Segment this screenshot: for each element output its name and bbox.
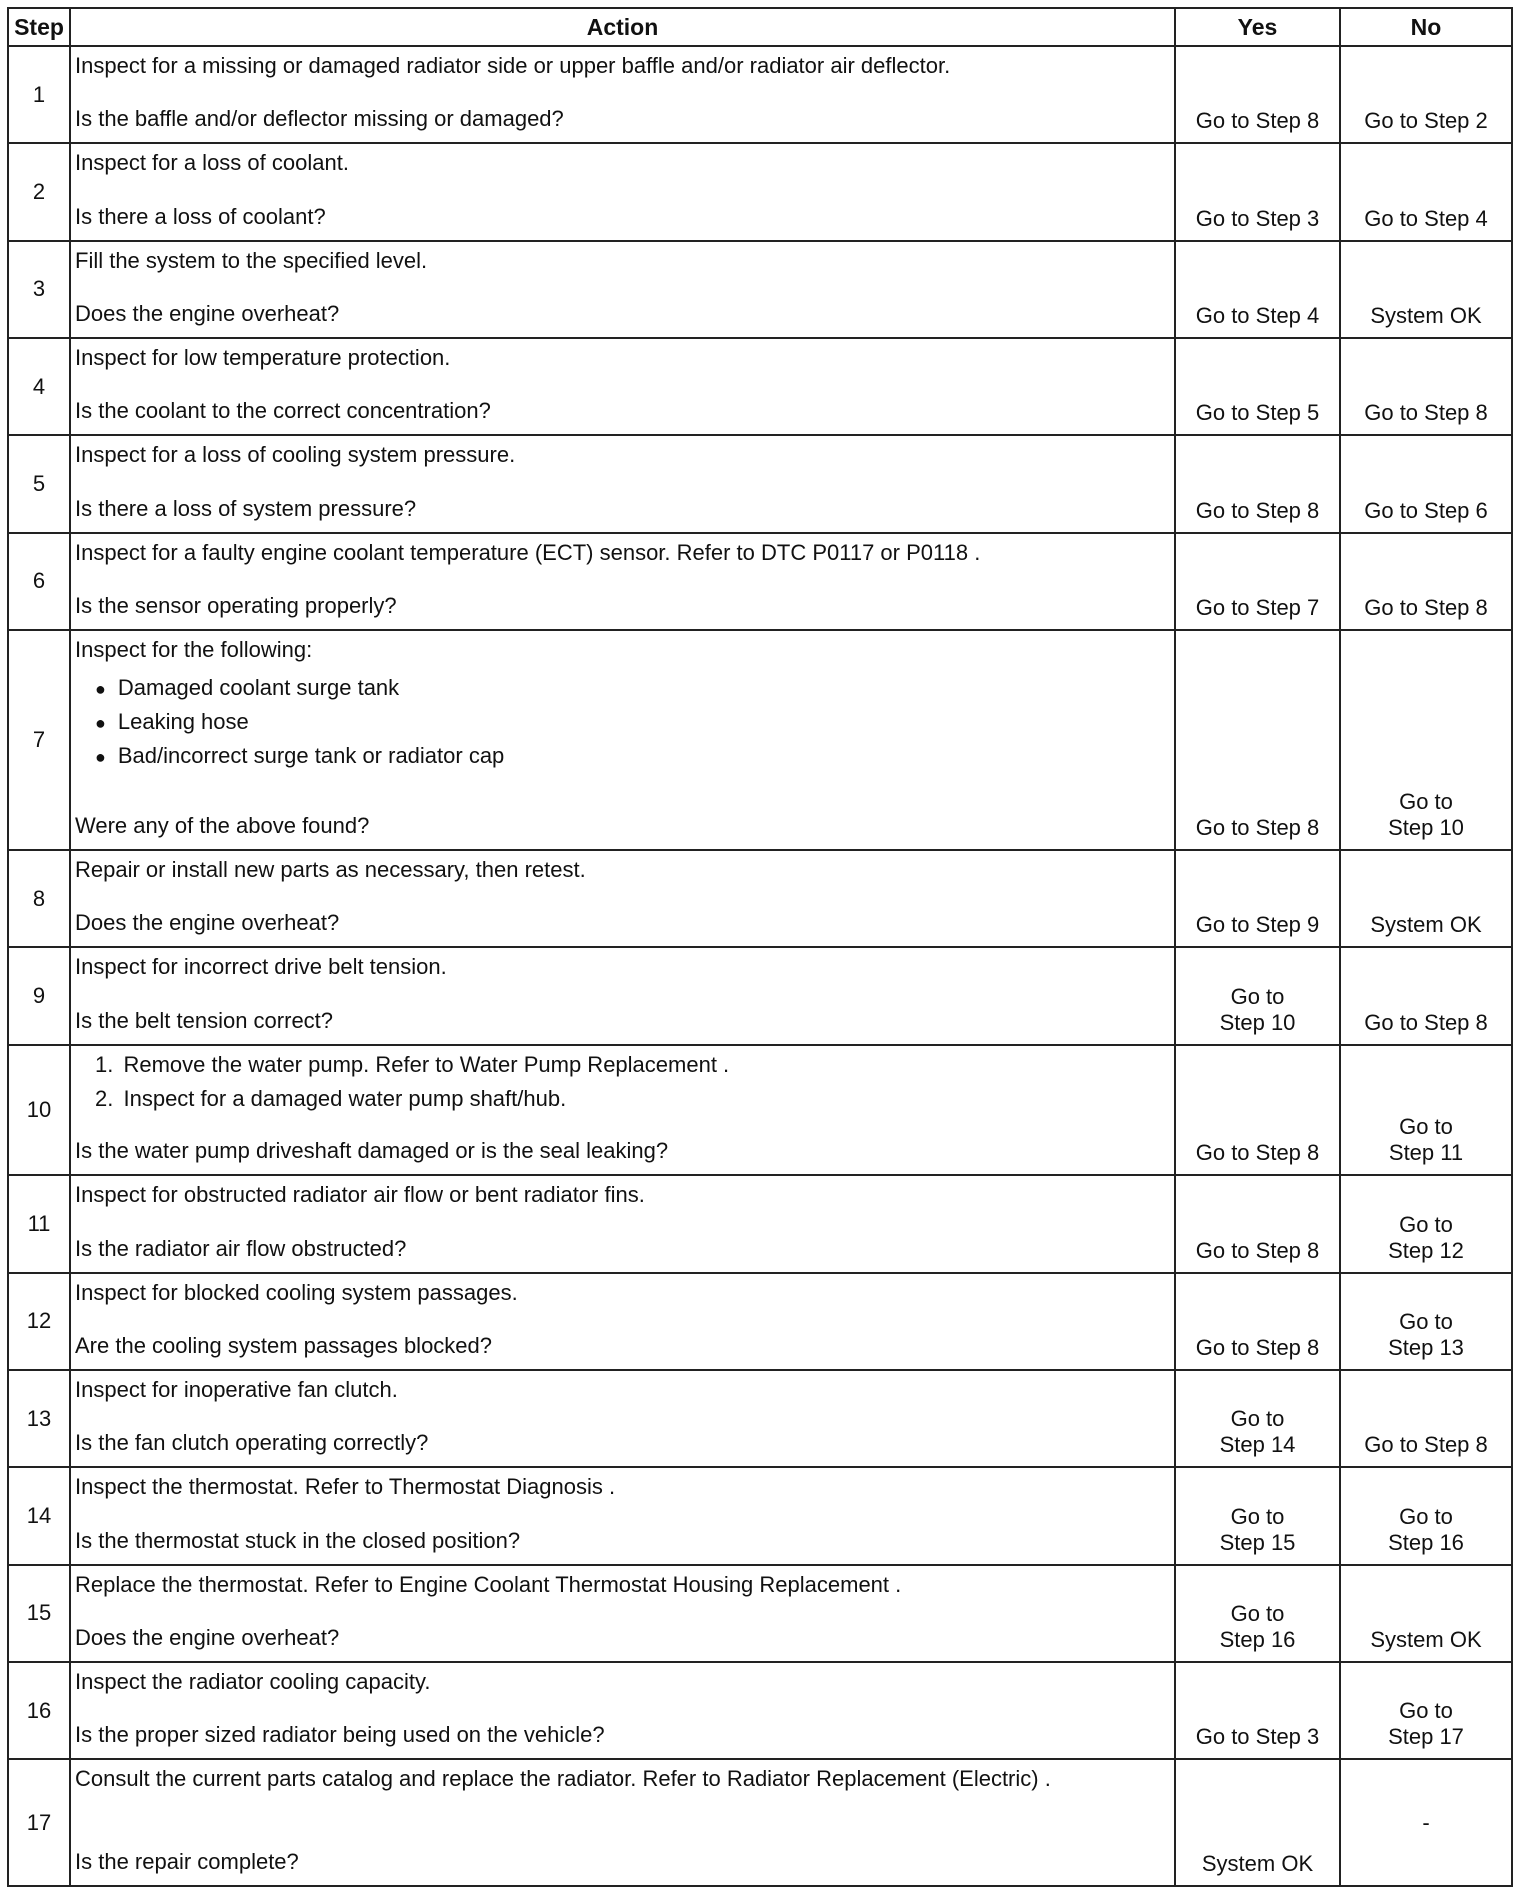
yes-result: Go to Step 7 bbox=[1195, 595, 1320, 621]
instruction: Inspect for a loss of cooling system pressure. bbox=[75, 442, 516, 468]
action-cell bbox=[70, 850, 1175, 947]
no-result: Go to Step 11 bbox=[1388, 1114, 1464, 1166]
action-cell bbox=[70, 1175, 1175, 1272]
header-no: No bbox=[1340, 8, 1512, 46]
step-number: 17 bbox=[8, 1759, 70, 1886]
action-cell bbox=[70, 1759, 1175, 1886]
table-row bbox=[8, 143, 1512, 240]
instruction: Replace the thermostat. Refer to Engine Coolant Thermostat Housing Replacement . bbox=[75, 1571, 902, 1597]
step-number: 10 bbox=[8, 1045, 70, 1175]
no-cell bbox=[1340, 241, 1512, 338]
action-cell bbox=[70, 630, 1175, 850]
no-result: System OK bbox=[1370, 303, 1482, 329]
yes-cell bbox=[1175, 435, 1340, 532]
yes-result: Go to Step 14 bbox=[1219, 1406, 1296, 1458]
question: Does the engine overheat? bbox=[75, 910, 340, 936]
numbered-list bbox=[75, 1052, 1166, 1112]
instruction: Inspect for a faulty engine coolant temperature (ECT) sensor. Refer to DTC P0117 or P0118 . bbox=[75, 539, 981, 565]
table-row bbox=[8, 1370, 1512, 1467]
action-cell bbox=[70, 435, 1175, 532]
no-result: Go to Step 16 bbox=[1388, 1503, 1464, 1555]
no-result: Go to Step 12 bbox=[1388, 1211, 1464, 1263]
list-item: Inspect for a damaged water pump shaft/hub. bbox=[123, 1085, 567, 1111]
no-cell bbox=[1340, 435, 1512, 532]
table-row bbox=[8, 338, 1512, 435]
no-cell bbox=[1340, 1175, 1512, 1272]
question: Is there a loss of system pressure? bbox=[75, 495, 417, 521]
table-row bbox=[8, 1045, 1512, 1175]
action-cell bbox=[70, 143, 1175, 240]
no-cell bbox=[1340, 1565, 1512, 1662]
question: Is the sensor operating properly? bbox=[75, 593, 397, 619]
action-cell bbox=[70, 1045, 1175, 1175]
yes-result: System OK bbox=[1201, 1851, 1314, 1876]
yes-result: Go to Step 8 bbox=[1195, 1237, 1320, 1263]
step-number: 7 bbox=[8, 630, 70, 850]
instruction: Inspect for obstructed radiator air flow or bent radiator fins. bbox=[75, 1182, 645, 1208]
header-step: Step bbox=[8, 8, 70, 46]
no-cell bbox=[1340, 850, 1512, 947]
instruction: Inspect for blocked cooling system passages. bbox=[75, 1279, 518, 1305]
no-cell bbox=[1340, 1045, 1512, 1175]
step-number: 2 bbox=[8, 143, 70, 240]
action-cell bbox=[70, 241, 1175, 338]
table-row bbox=[8, 1175, 1512, 1272]
diagnostic-table bbox=[7, 7, 1513, 1887]
no-result: Go to Step 2 bbox=[1364, 108, 1488, 134]
action-cell bbox=[70, 1662, 1175, 1759]
step-number: 6 bbox=[8, 533, 70, 630]
step-number: 8 bbox=[8, 850, 70, 947]
instruction: Repair or install new parts as necessary, then retest. bbox=[75, 856, 586, 882]
table-row bbox=[8, 1759, 1512, 1886]
yes-result: Go to Step 16 bbox=[1219, 1600, 1296, 1652]
step-number: 15 bbox=[8, 1565, 70, 1662]
step-number: 11 bbox=[8, 1175, 70, 1272]
yes-result: Go to Step 9 bbox=[1195, 912, 1320, 938]
no-result: Go to Step 6 bbox=[1364, 497, 1488, 523]
no-cell bbox=[1340, 143, 1512, 240]
instruction: Consult the current parts catalog and replace the radiator. Refer to Radiator Replacement (Electric) . bbox=[75, 1766, 1051, 1792]
action-cell bbox=[70, 1565, 1175, 1662]
no-result: Go to Step 8 bbox=[1364, 1432, 1488, 1458]
question: Are the cooling system passages blocked? bbox=[75, 1332, 493, 1358]
yes-cell bbox=[1175, 338, 1340, 435]
table-row bbox=[8, 1273, 1512, 1370]
no-cell bbox=[1340, 947, 1512, 1044]
no-cell bbox=[1340, 1662, 1512, 1759]
yes-cell bbox=[1175, 1175, 1340, 1272]
question: Is the fan clutch operating correctly? bbox=[75, 1430, 429, 1456]
question: Were any of the above found? bbox=[75, 812, 370, 838]
table-row bbox=[8, 533, 1512, 630]
action-cell bbox=[70, 1273, 1175, 1370]
question: Is the baffle and/or deflector missing or damaged? bbox=[75, 106, 564, 132]
no-result: Go to Step 8 bbox=[1364, 1009, 1488, 1035]
list-item: ● Damaged coolant surge tank bbox=[95, 675, 1166, 701]
yes-cell bbox=[1175, 1370, 1340, 1467]
yes-cell bbox=[1175, 1045, 1340, 1175]
table-row bbox=[8, 435, 1512, 532]
yes-cell bbox=[1175, 1662, 1340, 1759]
action-cell bbox=[70, 46, 1175, 143]
action-cell bbox=[70, 1467, 1175, 1564]
no-cell bbox=[1340, 338, 1512, 435]
yes-cell bbox=[1175, 1273, 1340, 1370]
step-number: 1 bbox=[8, 46, 70, 143]
action-cell bbox=[70, 947, 1175, 1044]
header-yes: Yes bbox=[1175, 8, 1340, 46]
instruction: Inspect for inoperative fan clutch. bbox=[75, 1376, 398, 1402]
table-row bbox=[8, 46, 1512, 143]
step-number: 9 bbox=[8, 947, 70, 1044]
action-cell bbox=[70, 338, 1175, 435]
instruction: Fill the system to the specified level. bbox=[75, 247, 428, 273]
instruction: Inspect the radiator cooling capacity. bbox=[75, 1668, 431, 1694]
yes-cell bbox=[1175, 241, 1340, 338]
yes-cell bbox=[1175, 1565, 1340, 1662]
no-cell bbox=[1340, 1273, 1512, 1370]
yes-result: Go to Step 8 bbox=[1195, 814, 1320, 840]
action-cell bbox=[70, 1370, 1175, 1467]
question: Is the repair complete? bbox=[75, 1849, 299, 1874]
no-result: Go to Step 13 bbox=[1388, 1308, 1464, 1360]
question: Is there a loss of coolant? bbox=[75, 203, 326, 229]
instruction: Inspect for a loss of coolant. bbox=[75, 150, 349, 176]
table-row bbox=[8, 1662, 1512, 1759]
no-result: Go to Step 4 bbox=[1364, 205, 1488, 231]
yes-cell bbox=[1175, 850, 1340, 947]
instruction: Inspect for the following: bbox=[75, 637, 313, 663]
table-row bbox=[8, 947, 1512, 1044]
yes-cell bbox=[1175, 1759, 1340, 1886]
yes-result: Go to Step 8 bbox=[1195, 1140, 1320, 1166]
question: Is the coolant to the correct concentration? bbox=[75, 398, 491, 424]
yes-result: Go to Step 5 bbox=[1195, 400, 1320, 426]
table-row bbox=[8, 630, 1512, 850]
no-result: Go to Step 17 bbox=[1388, 1698, 1464, 1750]
yes-result: Go to Step 8 bbox=[1195, 108, 1320, 134]
yes-result: Go to Step 8 bbox=[1195, 1334, 1320, 1360]
table-row bbox=[8, 241, 1512, 338]
question: Does the engine overheat? bbox=[75, 1624, 340, 1650]
table-row bbox=[8, 1467, 1512, 1564]
bullet-list bbox=[75, 675, 1166, 769]
question: Is the proper sized radiator being used on the vehicle? bbox=[75, 1722, 605, 1748]
yes-result: Go to Step 4 bbox=[1195, 303, 1320, 329]
yes-cell bbox=[1175, 46, 1340, 143]
no-result: System OK bbox=[1370, 912, 1482, 938]
no-result: Go to Step 8 bbox=[1364, 400, 1488, 426]
list-item: ● Leaking hose bbox=[95, 709, 1166, 735]
question: Is the belt tension correct? bbox=[75, 1007, 334, 1033]
no-cell bbox=[1340, 46, 1512, 143]
list-item: ● Bad/incorrect surge tank or radiator cap bbox=[95, 743, 1166, 769]
action-cell bbox=[70, 533, 1175, 630]
step-number: 13 bbox=[8, 1370, 70, 1467]
header-action: Action bbox=[70, 8, 1175, 46]
step-number: 5 bbox=[8, 435, 70, 532]
step-number: 16 bbox=[8, 1662, 70, 1759]
yes-cell bbox=[1175, 533, 1340, 630]
instruction: Inspect for a missing or damaged radiator side or upper baffle and/or radiator air deflector. bbox=[75, 53, 951, 78]
no-cell bbox=[1340, 1759, 1512, 1886]
question: Does the engine overheat? bbox=[75, 301, 340, 327]
yes-result: Go to Step 3 bbox=[1195, 1724, 1320, 1750]
no-cell bbox=[1340, 1370, 1512, 1467]
header-row bbox=[8, 8, 1512, 46]
no-result: System OK bbox=[1370, 1626, 1482, 1652]
no-result: - bbox=[1422, 1809, 1430, 1835]
no-cell bbox=[1340, 630, 1512, 850]
list-item: Remove the water pump. Refer to Water Pump Replacement . bbox=[123, 1051, 730, 1077]
yes-cell bbox=[1175, 630, 1340, 850]
yes-cell bbox=[1175, 1467, 1340, 1564]
no-result: Go to Step 8 bbox=[1364, 595, 1488, 621]
table-row bbox=[8, 850, 1512, 947]
question: Is the thermostat stuck in the closed position? bbox=[75, 1527, 521, 1553]
yes-cell bbox=[1175, 143, 1340, 240]
instruction: Inspect the thermostat. Refer to Thermostat Diagnosis . bbox=[75, 1474, 616, 1500]
no-cell bbox=[1340, 533, 1512, 630]
table-row bbox=[8, 1565, 1512, 1662]
no-result: Go to Step 10 bbox=[1388, 788, 1464, 840]
instruction: Inspect for incorrect drive belt tension. bbox=[75, 954, 447, 980]
yes-result: Go to Step 3 bbox=[1195, 205, 1320, 231]
no-cell bbox=[1340, 1467, 1512, 1564]
question: Is the water pump driveshaft damaged or is the seal leaking? bbox=[75, 1138, 669, 1164]
yes-cell bbox=[1175, 947, 1340, 1044]
yes-result: Go to Step 10 bbox=[1219, 983, 1296, 1035]
yes-result: Go to Step 8 bbox=[1195, 497, 1320, 523]
step-number: 3 bbox=[8, 241, 70, 338]
question: Is the radiator air flow obstructed? bbox=[75, 1235, 407, 1261]
yes-result: Go to Step 15 bbox=[1219, 1503, 1296, 1555]
instruction: Inspect for low temperature protection. bbox=[75, 345, 451, 371]
step-number: 12 bbox=[8, 1273, 70, 1370]
step-number: 14 bbox=[8, 1467, 70, 1564]
step-number: 4 bbox=[8, 338, 70, 435]
